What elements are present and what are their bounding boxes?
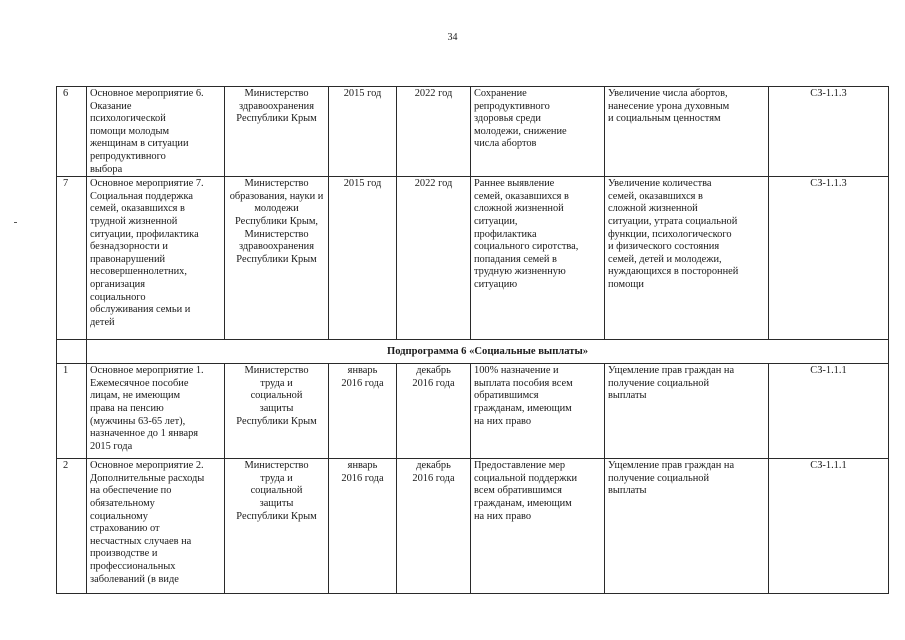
indicator-code-cell: СЗ-1.1.3: [769, 177, 889, 340]
indicator-code-cell: СЗ-1.1.1: [769, 364, 889, 459]
table-row: [57, 459, 889, 594]
activity-cell: Основное мероприятие 2. Дополнительные расходы на обеспечение по обязательному социальному страхованию от несчастных случаев на производстве и профессиональных заболеваний (в виде: [87, 459, 225, 594]
row-number: 2: [57, 459, 87, 594]
start-date-cell: январь 2016 года: [329, 459, 397, 594]
ministry-cell: Министерство здравоохранения Республики Крым: [225, 87, 329, 177]
table-row: [57, 177, 889, 340]
consequences-cell: Увеличение количества семей, оказавшихся в сложной жизненной ситуации, утрата социальной функции, психологического и физического состояния семей, детей и молодежи, нуждающихся в посторонней помощи: [605, 177, 769, 340]
row-number: 6: [57, 87, 87, 177]
subprogram-title: Подпрограмма 6 «Социальные выплаты»: [87, 340, 889, 364]
activity-cell: Основное мероприятие 7. Социальная поддержка семей, оказавшихся в трудной жизненной ситуации, профилактика безнадзорности и правонарушений несовершеннолетних, организация социального обслуживания семьи и детей: [87, 177, 225, 340]
page-number: 34: [447, 32, 458, 43]
table-row: [57, 364, 889, 459]
start-date-cell: 2015 год: [329, 177, 397, 340]
expected-result-cell: Раннее выявление семей, оказавшихся в сложной жизненной ситуации, профилактика социального сиротства, попадания семей в трудную жизненную ситуацию: [471, 177, 605, 340]
indicator-code-cell: СЗ-1.1.3: [769, 87, 889, 177]
consequences-cell: Увеличение числа абортов, нанесение урона духовным и социальным ценностям: [605, 87, 769, 177]
indicator-code-cell: СЗ-1.1.1: [769, 459, 889, 594]
start-date-cell: январь 2016 года: [329, 364, 397, 459]
activity-cell: Основное мероприятие 6. Оказание психологической помощи молодым женщинам в ситуации репродуктивного выбора: [87, 87, 225, 177]
row-number: 1: [57, 364, 87, 459]
row-number: 7: [57, 177, 87, 340]
expected-result-cell: 100% назначение и выплата пособия всем обратившимся гражданам, имеющим на них право: [471, 364, 605, 459]
row-number: [57, 340, 87, 364]
scan-mark: [14, 222, 17, 223]
end-date-cell: 2022 год: [397, 87, 471, 177]
expected-result-cell: Предоставление мер социальной поддержки всем обратившимся гражданам, имеющим на них право: [471, 459, 605, 594]
end-date-cell: декабрь 2016 года: [397, 459, 471, 594]
end-date-cell: 2022 год: [397, 177, 471, 340]
ministry-cell: Министерство труда и социальной защиты Республики Крым: [225, 364, 329, 459]
activity-cell: Основное мероприятие 1. Ежемесячное пособие лицам, не имеющим права на пенсию (мужчины 63-65 лет), назначенное до 1 января 2015 года: [87, 364, 225, 459]
end-date-cell: декабрь 2016 года: [397, 364, 471, 459]
start-date-cell: 2015 год: [329, 87, 397, 177]
ministry-cell: Министерство труда и социальной защиты Республики Крым: [225, 459, 329, 594]
activities-table: [56, 86, 889, 594]
ministry-cell: Министерство образования, науки и молодежи Республики Крым, Министерство здравоохранения Республики Крым: [225, 177, 329, 340]
consequences-cell: Ущемление прав граждан на получение социальной выплаты: [605, 459, 769, 594]
subprogram-header-row: [57, 340, 889, 364]
consequences-cell: Ущемление прав граждан на получение социальной выплаты: [605, 364, 769, 459]
table-row: [57, 87, 889, 177]
expected-result-cell: Сохранение репродуктивного здоровья среди молодежи, снижение числа абортов: [471, 87, 605, 177]
